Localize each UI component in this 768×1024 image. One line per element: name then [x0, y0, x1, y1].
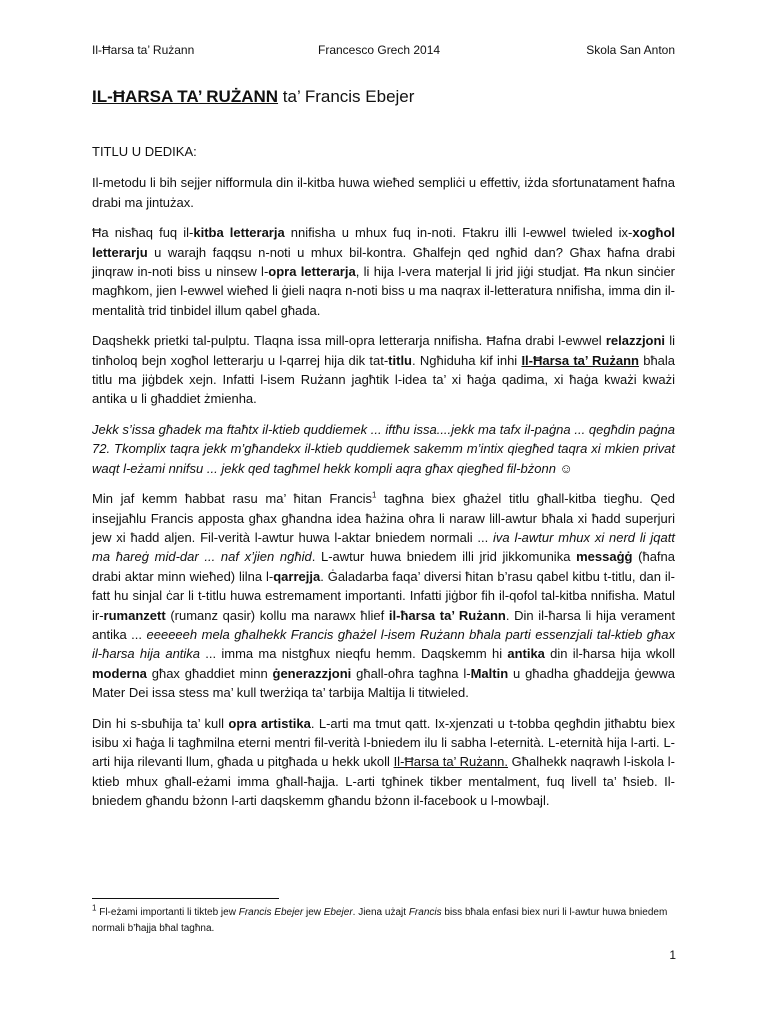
document-body	[92, 86, 675, 822]
text-run: (rumanz qasir) kollu ma narawx ħlief	[165, 607, 389, 623]
text-run: . L-arti ma tmut qatt. Ix-xjenzati u t-tobba qegħdin jitħabtu biex isibu xi ħaġa li tagħmilna eterni mentri fil-verità l-bniedem ilu li sabha l-eternità. L-eternità hija l-arti. L-arti hija rilevanti llum, għada u pitgħada u hekk ukoll	[92, 715, 675, 770]
bold-text: il-ħarsa ta’ Rużann	[388, 607, 506, 623]
italic-text: iva l-awtur mhux xi nerd li jqatt ma ħareġ mid-dar ... naf x’jien ngħid	[92, 529, 675, 565]
page-number: 1	[669, 948, 676, 962]
header-right: Skola San Anton	[586, 43, 675, 57]
text-run: Il-metodu li bih sejjer nifformula din il-kitba huwa wieħed sempliċi u effettiv, iżda sfortunatament ħafna drabi ma jintużax.	[92, 175, 675, 210]
bold-text: titlu	[388, 352, 412, 368]
bold-text: relazzjoni	[605, 333, 666, 349]
section-heading: TITLU U DEDIKA:	[92, 144, 197, 159]
text-run: ... imma ma nistgħux nieqfu hemm. Daqskemm hi	[200, 646, 508, 662]
paragraph	[92, 223, 675, 320]
text-run: nnifisha u mhux fuq in-noti. Ftakru illi l-ewwel twieled ix-	[284, 225, 633, 241]
bold-text: Il-Ħarsa ta’ Rużann	[521, 352, 639, 368]
text-run: biss bħala enfasi biex nuri li l-awtur huwa bniedem normali b’ħajja bħal tagħna.	[92, 907, 668, 934]
footnote-divider	[92, 898, 279, 899]
italic-text: Jekk s’issa għadek ma ftaħtx il-ktieb quddiemek ... iftħu issa....jekk ma tafx il-paġna ... qegħdin paġna 72. Tkomplix taqra jekk m’għandekx il-ktieb quddiemek sakemm m’intix qiegħed taqra xi mkien privat waqt l-eżami nnifsu ... jekk qed tagħmel hekk kompli aqra għax qiegħed fil-bżonn ☺	[92, 421, 675, 476]
text-run: Ħa nisħaq fuq il-	[92, 225, 194, 241]
text-run: jew	[303, 907, 324, 918]
bold-text: kitba letterarja	[193, 225, 285, 241]
text-run: Daqshekk prietki tal-pulptu. Tlaqna issa mill-opra letterarja nnifisha. Ħafna drabi l-ewwel	[92, 333, 606, 349]
italic-text: Francis	[408, 907, 442, 918]
paragraph	[92, 173, 675, 212]
bold-text: messaġġ	[576, 549, 633, 565]
bold-text: Maltin	[470, 665, 509, 681]
text-run: Il-Ħarsa ta’ Rużann.	[393, 754, 509, 770]
bold-text: xogħol letterarju	[92, 225, 675, 260]
italic-text: Ebejer	[323, 907, 353, 918]
text-run: Min jaf kemm ħabbat rasu ma’ ħitan Francis	[92, 491, 372, 507]
text-run: għall-oħra tagħna l-	[351, 665, 471, 681]
paragraphs	[92, 173, 675, 810]
bold-text: antika	[507, 646, 545, 662]
header-left: Il-Ħarsa ta’ Rużann	[92, 43, 195, 57]
paragraph	[92, 331, 675, 409]
page-header	[92, 43, 675, 59]
bold-text: moderna	[92, 665, 147, 681]
italic-text: Francis Ebejer	[238, 907, 304, 918]
bold-text: ġenerazzjoni	[272, 665, 352, 681]
text-run: u warajh faqqsu n-noti u mhux bil-kontra. Għalfejn qed ngħid dan? Għax ħafna drabi jinqraw in-noti biss u ninsew l-	[92, 244, 675, 280]
footnote-ref: 1	[371, 490, 377, 500]
paragraph	[92, 489, 675, 702]
text-run: . Din il-ħarsa li hija verament antika ...	[92, 607, 675, 642]
text-run: Fl-eżami importanti li tikteb jew	[96, 907, 239, 918]
footnote	[92, 905, 675, 937]
text-run: . Ngħiduha kif inhi	[412, 352, 522, 368]
text-run: , li hija l-vera materjal li jrid jiġi studjat. Ħa nkun sinċier magħkom, jien l-ewwel wieħed li ġieli naqra n-noti biss u ma naqrax il-letteratura nnifisha, imma din il-mentalità trid tinbidel illum qabel għada.	[92, 264, 675, 318]
bold-text: qarrejja	[273, 568, 321, 584]
text-run: għax għaddiet minn	[146, 665, 273, 681]
text-run: . Jiena użajt	[352, 907, 409, 918]
bold-text: opra letterarja	[268, 264, 356, 280]
header-center: Francesco Grech 2014	[318, 43, 441, 57]
document-title	[92, 86, 675, 108]
text-run: Għalhekk naqrawh l-iskola l-ktieb mhux għall-eżami imma għall-ħajja. L-arti tgħinek tikber mentalment, fuq livell ta’ ħsieb. Il-bniedem għandu bżonn l-arti daqskemm għandu bżonn il-facebook u l-mowbajl.	[92, 754, 676, 809]
paragraph	[92, 714, 675, 811]
text-run: (ħafna drabi aktar minn wieħed) lilna l-	[92, 549, 675, 584]
text-run: li tinħoloq bejn xogħol letterarju u l-qarrej hija dik tat-	[92, 333, 676, 368]
text-run: bħala titlu ma jiġbdek xejn. Infatti l-isem Rużann jagħtik l-idea ta’ xi ħaġa qadima, xi ħaġa kważi kważi antika u li għaddiet żmienha.	[92, 352, 676, 407]
text-run: u għadha għaddejja ġewwa Mater Dei issa stess ma’ kull twerżiqa ta’ tarbija Maltija li titwieled.	[92, 665, 675, 701]
paragraph	[92, 420, 675, 478]
footnote-ref: 1	[92, 903, 97, 913]
bold-text: opra artistika	[228, 715, 311, 731]
text-run: . L-awtur huwa bniedem illi jrid jikkomunika	[311, 549, 577, 565]
italic-text: eeeeeeh mela għalhekk Francis għażel l-isem Rużann bħala parti essenzjali tal-ktieb għax il-ħarsa hija antika	[92, 626, 675, 662]
title-author: ta’ Francis Ebejer	[278, 87, 415, 106]
text-run: Din hi s-sbuħija ta’ kull	[92, 715, 229, 731]
bold-text: rumanzett	[103, 607, 166, 623]
text-run: tagħna biex għażel titlu għall-kitba tiegħu. Qed insejjaħlu Francis apposta għax għandna idea ħażina oħra li naraw lill-awtur bħala xi ħadd superjuri jew xi ħadd aljen. Fil-verità l-awtur huwa l-aktar bniedem normali ...	[92, 491, 676, 545]
text-run: din il-ħarsa hija wkoll	[544, 646, 675, 662]
title-main: IL-ĦARSA TA’ RUŻANN	[92, 87, 279, 106]
text-run: . Ġaladarba faqa’ diversi ħitan b’rasu qabel kitbu t-titlu, dan il-fatt hu sinjal ċar li t-titlu huwa estremament importanti. Infatti jiġbor fih il-qofol tal-kitba nnifisha. Matul ir-	[92, 568, 675, 623]
